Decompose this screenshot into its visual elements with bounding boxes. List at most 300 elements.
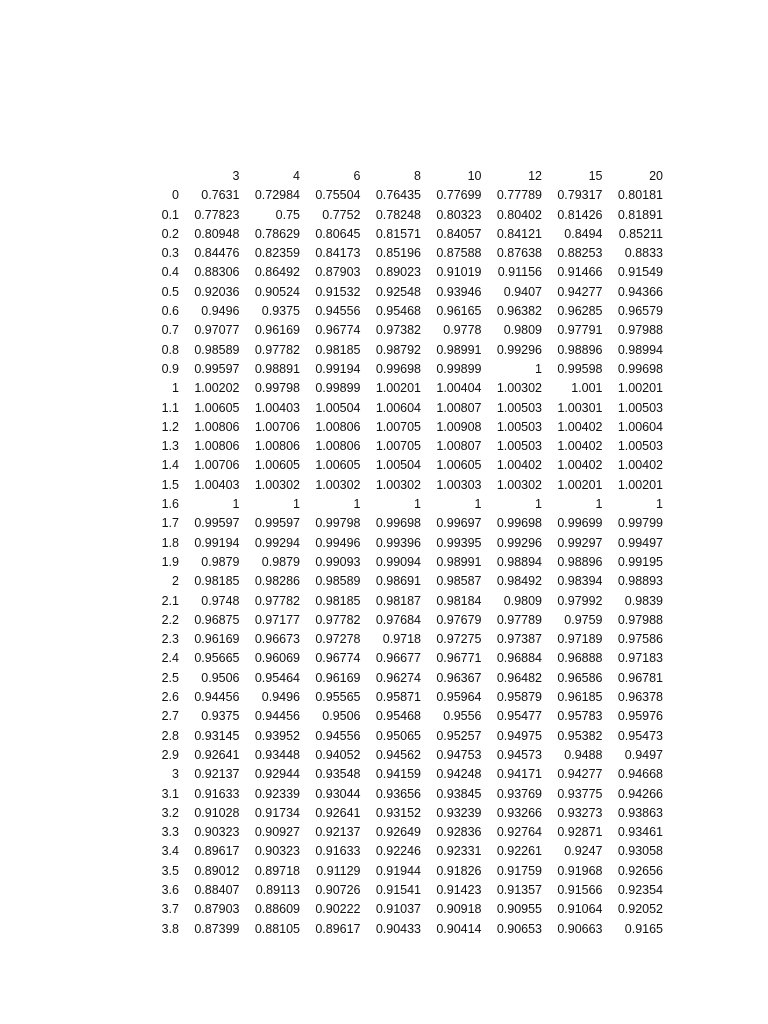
table-cell: 0.72984 [254, 188, 300, 203]
table-cell: 0.96069 [254, 651, 300, 666]
table-cell: 0.94562 [375, 747, 421, 762]
table-cell: 0.93273 [557, 805, 603, 820]
table-cell: 0.92339 [254, 786, 300, 801]
column-header: 15 [588, 169, 603, 183]
table-cell: 0.92641 [315, 805, 361, 820]
table-cell: 0.82359 [254, 246, 300, 261]
table-cell: 0.99698 [375, 361, 421, 376]
table-row [126, 842, 667, 861]
table-cell: 0.90955 [496, 902, 542, 917]
table-cell: 0.90927 [254, 825, 300, 840]
table-row [126, 514, 667, 533]
table-cell: 0.98394 [557, 574, 603, 589]
table-cell: 1.00403 [254, 400, 300, 415]
table-cell: 1.00303 [436, 477, 482, 492]
table-cell: 0.98991 [436, 342, 482, 357]
table-cell: 0.89113 [255, 882, 300, 897]
table-cell: 0.89617 [315, 921, 361, 936]
table-cell: 1 [656, 497, 663, 512]
table-cell: 0.97782 [254, 342, 300, 357]
table-cell: 0.86492 [254, 265, 300, 280]
table-cell: 0.94573 [496, 747, 542, 762]
table-cell: 0.9506 [201, 670, 240, 685]
table-cell: 0.93845 [436, 786, 482, 801]
table-cell: 0.94668 [617, 767, 663, 782]
row-label: 2 [172, 574, 179, 589]
table-cell: 0.9759 [564, 612, 603, 627]
table-cell: 0.93461 [617, 825, 663, 840]
table-cell: 0.99195 [617, 554, 663, 569]
table-row [126, 785, 667, 804]
table-cell: 0.97988 [617, 612, 663, 627]
table-cell: 0.87588 [436, 246, 482, 261]
table-cell: 0.9375 [261, 304, 300, 319]
table-cell: 0.90918 [436, 902, 482, 917]
table-cell: 1.00302 [254, 477, 300, 492]
table-cell: 0.88105 [254, 921, 300, 936]
table-cell: 0.94456 [254, 709, 300, 724]
table-cell: 0.80948 [194, 226, 240, 241]
table-row [126, 630, 667, 649]
table-cell: 0.97275 [436, 632, 482, 647]
table-cell: 0.9506 [322, 709, 361, 724]
row-label: 0.9 [161, 361, 179, 376]
table-cell: 0.91156 [497, 265, 542, 280]
row-label: 2.2 [161, 612, 179, 627]
table-cell: 0.91423 [436, 882, 482, 897]
table-cell: 0.96169 [315, 670, 361, 685]
table-cell: 1.00302 [315, 477, 361, 492]
row-label: 3.4 [161, 844, 179, 859]
table-cell: 0.90663 [557, 921, 603, 936]
row-label: 0.8 [161, 342, 179, 357]
table-cell: 1.00605 [194, 400, 240, 415]
row-label: 1.3 [161, 439, 179, 454]
table-cell: 0.77789 [496, 188, 542, 203]
row-label: 3.2 [161, 805, 179, 820]
table-cell: 0.98896 [557, 554, 603, 569]
table-cell: 0.95257 [436, 728, 482, 743]
table-cell: 0.96884 [496, 651, 542, 666]
table-cell: 0.90726 [315, 882, 361, 897]
table-cell: 0.97789 [496, 612, 542, 627]
table-cell: 0.9496 [261, 690, 300, 705]
row-label: 0.1 [161, 207, 179, 222]
row-label: 0.2 [161, 226, 179, 241]
table-cell: 0.97278 [315, 632, 361, 647]
table-cell: 0.98792 [375, 342, 421, 357]
table-cell: 0.99296 [496, 342, 542, 357]
table-cell: 0.91826 [436, 863, 482, 878]
table-row [126, 341, 667, 360]
table-cell: 0.92261 [496, 844, 542, 859]
table-row [126, 437, 667, 456]
table-cell: 1.00503 [617, 439, 663, 454]
table-cell: 0.94456 [194, 690, 240, 705]
table-cell: 0.94171 [496, 767, 542, 782]
table-cell: 1.00302 [496, 381, 542, 396]
table-cell: 0.92246 [375, 844, 421, 859]
table-cell: 0.9809 [503, 593, 542, 608]
table-cell: 0.97387 [496, 632, 542, 647]
table-cell: 1.00404 [436, 381, 482, 396]
table-cell: 0.96781 [617, 670, 663, 685]
table-cell: 0.92036 [194, 284, 240, 299]
table-cell: 0.87903 [194, 902, 240, 917]
table-cell: 0.7631 [201, 188, 240, 203]
table-cell: 0.91549 [617, 265, 663, 280]
table-cell: 0.99094 [375, 554, 421, 569]
table-row [126, 360, 667, 379]
table-cell: 0.94975 [496, 728, 542, 743]
row-label: 3.5 [161, 863, 179, 878]
table-cell: 0.98587 [436, 574, 482, 589]
row-label: 1.9 [161, 554, 179, 569]
table-cell: 0.93656 [375, 786, 421, 801]
row-label: 2.9 [161, 747, 179, 762]
table-cell: 0.91944 [375, 863, 421, 878]
table-cell: 0.92649 [375, 825, 421, 840]
table-cell: 0.9407 [503, 284, 542, 299]
table-row [126, 456, 667, 475]
table-cell: 0.9748 [201, 593, 240, 608]
column-header: 10 [467, 169, 482, 183]
table-cell: 0.99699 [557, 516, 603, 531]
column-header: 20 [649, 169, 663, 183]
table-cell: 0.99297 [557, 535, 603, 550]
table-cell: 0.78248 [375, 207, 421, 222]
table-cell: 1.00705 [375, 419, 421, 434]
table-cell: 1.00302 [496, 477, 542, 492]
table-row [126, 225, 667, 244]
table-cell: 0.95565 [315, 690, 361, 705]
row-label: 0.5 [161, 284, 179, 299]
table-cell: 1.00806 [315, 419, 361, 434]
table-row [126, 186, 667, 205]
table-cell: 0.85211 [618, 226, 663, 241]
table-cell: 0.99899 [315, 381, 361, 396]
row-label: 1 [172, 381, 179, 396]
table-cell: 0.9497 [624, 747, 663, 762]
table-cell: 0.98894 [496, 554, 542, 569]
table-cell: 0.91028 [194, 805, 240, 820]
table-cell: 0.99395 [436, 535, 482, 550]
table-cell: 1.00201 [375, 381, 421, 396]
table-cell: 0.88609 [254, 902, 300, 917]
table-cell: 1.00706 [194, 458, 240, 473]
table-cell: 0.9488 [564, 747, 603, 762]
table-cell: 1.00605 [254, 458, 300, 473]
table-cell: 0.99899 [436, 361, 482, 376]
table-cell: 0.92944 [254, 767, 300, 782]
table-row [126, 244, 667, 263]
table-cell: 0.93946 [436, 284, 482, 299]
table-cell: 0.9809 [503, 323, 542, 338]
table-cell: 0.98185 [315, 342, 361, 357]
table-cell: 0.80181 [617, 188, 663, 203]
table-cell: 0.94366 [617, 284, 663, 299]
table-cell: 0.93548 [315, 767, 361, 782]
table-cell: 0.93863 [617, 805, 663, 820]
table-cell: 0.75 [275, 207, 300, 222]
table-cell: 0.88306 [194, 265, 240, 280]
table-cell: 0.78629 [254, 226, 300, 241]
table-cell: 0.84057 [436, 226, 482, 241]
row-label: 0.4 [161, 265, 179, 280]
table-cell: 0.93769 [496, 786, 542, 801]
table-row [126, 206, 667, 225]
table-cell: 0.9839 [624, 593, 663, 608]
data-table [126, 167, 667, 939]
table-cell: 0.98896 [557, 342, 603, 357]
table-cell: 0.80645 [315, 226, 361, 241]
table-cell: 0.77699 [436, 188, 482, 203]
table-cell: 1.00504 [315, 400, 361, 415]
row-label: 2.4 [161, 651, 179, 666]
table-cell: 0.76435 [375, 188, 421, 203]
table-cell: 0.9556 [443, 709, 482, 724]
table-cell: 1.00504 [375, 458, 421, 473]
table-cell: 0.98185 [315, 593, 361, 608]
table-cell: 0.92836 [436, 825, 482, 840]
table-cell: 0.95871 [375, 690, 421, 705]
row-label: 2.1 [161, 593, 179, 608]
table-cell: 0.95065 [375, 728, 421, 743]
table-cell: 0.90433 [375, 921, 421, 936]
table-cell: 0.97189 [557, 632, 603, 647]
table-cell: 0.84173 [315, 246, 361, 261]
table-cell: 1.00705 [375, 439, 421, 454]
table-cell: 0.94248 [436, 767, 482, 782]
corner-cell [126, 167, 183, 186]
table-cell: 0.97782 [254, 593, 300, 608]
table-cell: 0.80402 [496, 207, 542, 222]
table-cell: 0.81426 [557, 207, 603, 222]
table-cell: 0.91759 [496, 863, 542, 878]
table-row [126, 476, 667, 495]
row-label: 1.6 [161, 497, 179, 512]
table-cell: 0.96367 [436, 670, 482, 685]
table-cell: 0.95665 [194, 651, 240, 666]
table-cell: 0.97077 [194, 323, 240, 338]
table-cell: 0.80323 [436, 207, 482, 222]
row-label: 1.8 [161, 535, 179, 550]
table-row [126, 611, 667, 630]
table-cell: 0.91037 [375, 902, 421, 917]
table-cell: 0.96482 [496, 670, 542, 685]
table-cell: 0.97183 [617, 651, 663, 666]
table-cell: 0.98187 [375, 593, 421, 608]
row-label: 3.3 [161, 825, 179, 840]
table-cell: 0.75504 [315, 188, 361, 203]
table-cell: 0.96274 [375, 670, 421, 685]
table-cell: 0.99798 [254, 381, 300, 396]
table-cell: 1.00402 [557, 458, 603, 473]
table-cell: 1.00202 [194, 381, 240, 396]
table-cell: 0.92052 [617, 902, 663, 917]
table-row [126, 920, 667, 939]
column-header: 6 [353, 169, 361, 183]
table-cell: 0.91566 [557, 882, 603, 897]
table-cell: 0.97992 [557, 593, 603, 608]
table-row [126, 804, 667, 823]
row-label: 2.8 [161, 728, 179, 743]
table-row [126, 283, 667, 302]
table-cell: 0.96875 [194, 612, 240, 627]
table-cell: 1 [414, 497, 421, 512]
table-cell: 0.95783 [557, 709, 603, 724]
table-cell: 0.96774 [315, 651, 361, 666]
table-cell: 0.94556 [315, 728, 361, 743]
table-cell: 1.00503 [496, 419, 542, 434]
table-cell: 0.9375 [201, 709, 240, 724]
table-cell: 0.95976 [617, 709, 663, 724]
column-header: 3 [232, 169, 240, 183]
table-cell: 0.97782 [315, 612, 361, 627]
table-cell: 0.8833 [624, 246, 663, 261]
table-cell: 1.00604 [375, 400, 421, 415]
row-label: 3.8 [161, 921, 179, 936]
table-cell: 0.87638 [496, 246, 542, 261]
table-cell: 0.99497 [617, 535, 663, 550]
table-cell: 1.00402 [557, 419, 603, 434]
table-cell: 1 [474, 497, 482, 512]
table-cell: 1.00908 [436, 419, 482, 434]
table-cell: 0.9718 [382, 632, 421, 647]
table-cell: 0.96888 [557, 651, 603, 666]
table-cell: 0.99396 [375, 535, 421, 550]
table-cell: 0.89617 [194, 844, 240, 859]
table-cell: 0.92871 [557, 825, 603, 840]
table-cell: 0.95382 [557, 728, 603, 743]
table-cell: 1 [293, 497, 300, 512]
row-label: 1.4 [161, 458, 179, 473]
table-cell: 0.92641 [194, 747, 240, 762]
table-cell: 0.99093 [315, 554, 361, 569]
table-cell: 0.98185 [194, 574, 240, 589]
table-cell: 0.93044 [315, 786, 361, 801]
table-cell: 0.92354 [617, 882, 663, 897]
table-cell: 0.91357 [496, 882, 542, 897]
table-cell: 0.97988 [617, 323, 663, 338]
table-row [126, 572, 667, 591]
row-label: 3.7 [161, 902, 179, 917]
table-cell: 0.99798 [315, 516, 361, 531]
table-cell: 1.00604 [617, 419, 663, 434]
table-cell: 0.93058 [617, 844, 663, 859]
table-row [126, 379, 667, 398]
table-cell: 1.00402 [617, 458, 663, 473]
table-cell: 0.89012 [194, 863, 240, 878]
table-cell: 0.91633 [315, 844, 361, 859]
table-cell: 0.99597 [194, 361, 240, 376]
table-cell: 0.96169 [194, 632, 240, 647]
table-row [126, 399, 667, 418]
table-cell: 1.00201 [617, 381, 663, 396]
table-cell: 0.92137 [315, 825, 361, 840]
table-row [126, 707, 667, 726]
table-cell: 0.9778 [443, 323, 482, 338]
table-cell: 0.96774 [315, 323, 361, 338]
table-cell: 0.77823 [194, 207, 240, 222]
table-row [126, 592, 667, 611]
table-cell: 0.99698 [496, 516, 542, 531]
table-cell: 0.99597 [194, 516, 240, 531]
table-cell: 1 [535, 361, 542, 376]
row-label: 0.7 [161, 323, 179, 338]
table-cell: 0.90414 [436, 921, 482, 936]
table-cell: 0.96169 [254, 323, 300, 338]
table-cell: 0.96586 [557, 670, 603, 685]
row-label: 0.3 [161, 246, 179, 261]
table-cell: 0.98994 [617, 342, 663, 357]
table-row [126, 649, 667, 668]
table-cell: 1.00201 [557, 477, 603, 492]
table-cell: 0.92656 [617, 863, 663, 878]
table-cell: 0.99597 [254, 516, 300, 531]
row-label: 3 [172, 767, 179, 782]
table-cell: 1.00503 [496, 400, 542, 415]
table-cell: 0.90524 [254, 284, 300, 299]
table-cell: 0.87903 [315, 265, 361, 280]
table-row [126, 823, 667, 842]
table-cell: 0.89718 [254, 863, 300, 878]
table-cell: 0.92331 [436, 844, 482, 859]
row-label: 2.7 [161, 709, 179, 724]
table-cell: 0.95879 [496, 690, 542, 705]
table-cell: 0.99194 [194, 535, 240, 550]
table-cell: 0.95477 [496, 709, 542, 724]
table-cell: 0.85196 [375, 246, 421, 261]
table-row [126, 765, 667, 784]
table-cell: 0.79317 [557, 188, 603, 203]
table-cell: 0.88407 [194, 882, 240, 897]
table-cell: 0.7752 [322, 207, 361, 222]
table-row [126, 669, 667, 688]
table-cell: 1.00806 [194, 419, 240, 434]
table-cell: 0.99598 [557, 361, 603, 376]
table-cell: 0.96185 [557, 690, 603, 705]
table-row [126, 900, 667, 919]
table-cell: 1.00503 [617, 400, 663, 415]
table-cell: 1.00605 [436, 458, 482, 473]
table-cell: 0.89023 [375, 265, 421, 280]
column-header: 12 [528, 169, 542, 183]
table-row [126, 321, 667, 340]
table-cell: 0.97684 [375, 612, 421, 627]
table-cell: 0.94266 [617, 786, 663, 801]
row-label: 2.6 [161, 690, 179, 705]
table-cell: 1.00403 [194, 477, 240, 492]
table-cell: 0.96677 [375, 651, 421, 666]
table-cell: 0.95473 [617, 728, 663, 743]
table-cell: 0.98691 [375, 574, 421, 589]
table-cell: 0.81891 [617, 207, 663, 222]
row-label: 1.1 [161, 400, 179, 415]
table-cell: 0.92764 [496, 825, 542, 840]
table-cell: 0.95464 [254, 670, 300, 685]
row-label: 2.5 [161, 670, 179, 685]
table-row [126, 418, 667, 437]
table-cell: 0.84121 [496, 226, 542, 241]
table-cell: 0.99799 [617, 516, 663, 531]
table-cell: 0.98184 [436, 593, 482, 608]
table-cell: 0.99294 [254, 535, 300, 550]
table-row [126, 553, 667, 572]
row-label: 0 [172, 188, 179, 203]
table-cell: 0.93775 [557, 786, 603, 801]
table-cell: 0.8494 [564, 226, 603, 241]
